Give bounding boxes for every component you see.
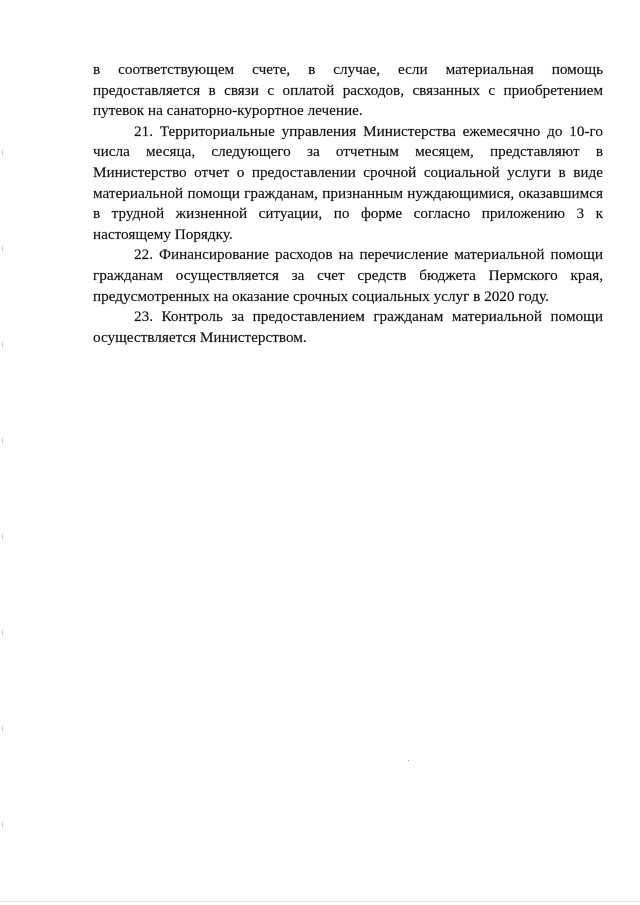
scan-left-edge	[2, 60, 3, 900]
paragraph-23: 23. Контроль за предоставлением гражданам материальной помощи осуществляется Министерством.	[93, 308, 603, 346]
paragraph-22: 22. Финансирование расходов на перечисление материальной помощи гражданам осуществляется за счет средств бюджета Пермского края, предусмотренных на оказание срочных социальных услуг в 2020 году.	[93, 246, 603, 305]
document-body	[93, 60, 603, 348]
scan-bottom-edge	[0, 901, 640, 902]
paragraph-continuation: в соответствующем счете, в случае, если материальная помощь предоставляется в связи с оплатой расходов, связанных с приобретением путевок на санаторно-курортное лечение.	[93, 61, 603, 120]
paragraph-21: 21. Территориальные управления Министерства ежемесячно до 10-го числа месяца, следующего за отчетным месяцем, представляют в Министерство отчет о предоставлении срочной социальной услуги в виде материальной помощи гражданам, признанным нуждающимися, оказавшимся в трудной жизненной ситуации, по форме согласно приложению 3 к настоящему Порядку.	[93, 122, 603, 243]
scan-speck	[408, 760, 409, 761]
